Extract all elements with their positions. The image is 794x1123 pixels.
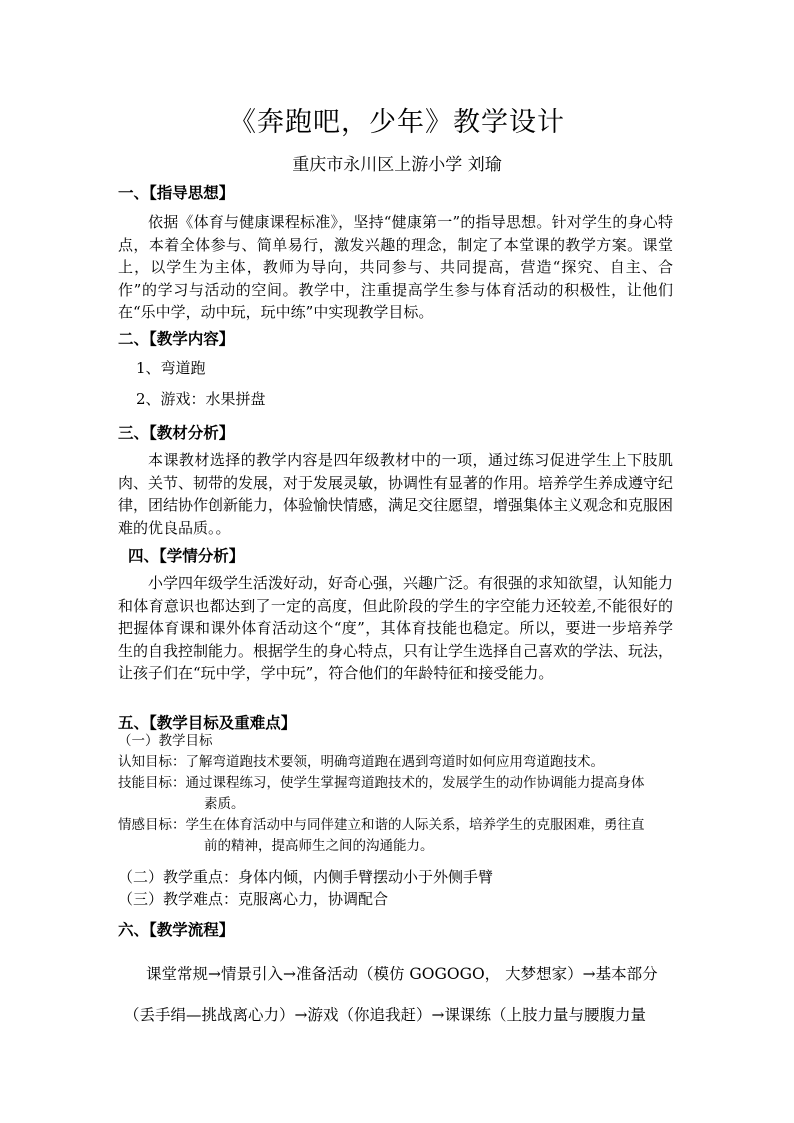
objectives-subheading: （一）教学目标 — [118, 733, 213, 749]
affective-goal-text-cont: 前的精神，提高师生之间的沟通能力。 — [204, 838, 434, 854]
affective-goal — [118, 815, 678, 857]
section-body-guiding-thought: 依据《体育与健康课程标准》，坚持“健康第一”的指导思想。针对学生的身心特点，本着全体参与、简单易行，激发兴趣的理念，制定了本堂课的教学方案。课堂上，以学生为主体，教师为导向，共同参与、共同提高，营造“探究、自主、合作”的学习与活动的空间。教学中，注重提高学生参与体育活动的积极性，让他们在“乐中学，动中玩，玩中练”中实现教学目标。 — [118, 213, 673, 321]
section-heading-objectives: 五、【教学目标及重难点】 — [118, 713, 297, 732]
section-heading-material-analysis: 三、【教材分析】 — [118, 423, 235, 442]
list-item: 1、弯道跑 — [136, 359, 206, 377]
skill-goal-label: 技能目标： — [118, 775, 186, 791]
teaching-flow-line-1: 课堂常规→情景引入→准备活动（模仿 GOGOGO， 大梦想家）→基本部分 — [146, 965, 658, 983]
section-body-student-analysis: 小学四年级学生活泼好动，好奇心强，兴趣广泛。有很强的求知欲望，认知能力和体育意识也都达到了一定的高度，但此阶段的学生的字空能力还较差,不能很好的把握体育课和课外体育活动这个“度”，其体育技能也稳定。所以，要进一步培养学生的自我控制能力。根据学生的身心特点，只有让学生选择自己喜欢的学法、玩法，让孩子们在“玩中学，学中玩”，符合他们的年龄特征和接受能力。 — [118, 574, 674, 682]
section-heading-student-analysis: 四、【学情分析】 — [128, 546, 245, 565]
affective-goal-label: 情感目标： — [118, 817, 186, 833]
teaching-flow-line-2: （丢手绢—挑战离心力）→游戏（你追我赶）→课课练（上肢力量与腰腹力量 — [124, 1006, 646, 1024]
section-heading-guiding-thought: 一、【指导思想】 — [118, 183, 235, 202]
list-item: 2、游戏：水果拼盘 — [136, 390, 266, 408]
section-body-material-analysis: 本课教材选择的教学内容是四年级教材中的一项，通过练习促进学生上下肢肌肉、关节、韧带的发展，对于发展灵敏，协调性有显著的作用。培养学生养成遵守纪律，团结协作创新能力，体验愉快情感，满足交往愿望，增强集体主义观念和克服困难的优良品质。。 — [118, 451, 674, 537]
section-heading-teaching-flow: 六、【教学流程】 — [118, 920, 235, 939]
teaching-difficulty: （三）教学难点：克服离心力，协调配合 — [118, 890, 389, 908]
section-heading-teaching-content: 二、【教学内容】 — [118, 329, 235, 348]
skill-goal-text-cont: 素质。 — [204, 796, 245, 812]
affective-goal-text: 学生在体育活动中与同伴建立和谐的人际关系，培养学生的克服困难，勇往直 — [185, 817, 645, 833]
document-author: 重庆市永川区上游小学 刘瑜 — [292, 155, 502, 175]
skill-goal-text: 通过课程练习，使学生掌握弯道跑技术的，发展学生的动作协调能力提高身体 — [185, 775, 645, 791]
cognitive-goal: 认知目标：了解弯道跑技术要领，明确弯道跑在遇到弯道时如何应用弯道跑技术。 — [118, 754, 604, 770]
document-title: 《奔跑吧，少年》教学设计 — [229, 107, 565, 138]
teaching-key-point: （二）教学重点：身体内倾，内侧手臂摆动小于外侧手臂 — [118, 868, 494, 886]
skill-goal — [118, 773, 678, 815]
